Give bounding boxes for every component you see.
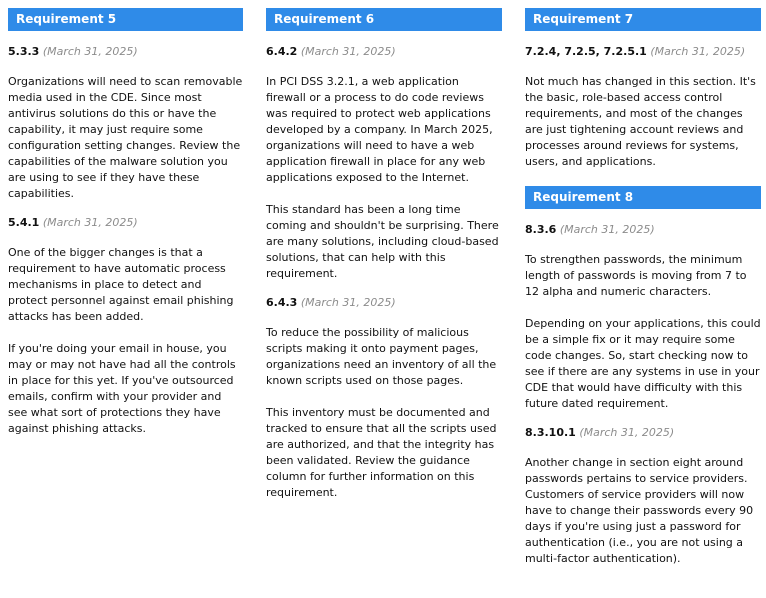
paragraph: In PCI DSS 3.2.1, a web application firewall or a process to do code reviews was required to protect web applications developed by a company. In March 2025, organizations will need to have a web application firewall in place for any web applications exposed to the Internet. [266,75,493,184]
paragraph: This standard has been a long time coming and shouldn't be surprising. There are many solutions, including cloud-based solutions, that can help with this requirement. [266,203,499,280]
requirement-date: (March 31, 2025) [559,223,655,236]
subsection-heading-6-4-2 [266,45,502,58]
paragraph: One of the bigger changes is that a requirement to have automatic process mechanisms in place to detect and protect personnel against email phishing attacks has been added. [8,246,234,323]
subsection-heading-7-2-4 [525,45,761,58]
subsection-heading-8-3-10-1 [525,426,761,439]
paragraph: To strengthen passwords, the minimum length of passwords is moving from 7 to 12 alpha and numeric characters. [525,253,747,298]
requirement-date: (March 31, 2025) [650,45,746,58]
subsection-heading-5-4-1 [8,216,243,229]
requirement-code: 5.3.3 [8,45,40,58]
requirement-code: 8.3.10.1 [525,426,576,439]
paragraph: Organizations will need to scan removable media used in the CDE. Since most antivirus solutions do this or have the capability, it may just require some configuration setting changes. Review the capabilities of the malware solution you are using to see if they have these capabilities. [8,75,243,200]
paragraph: This inventory must be documented and tracked to ensure that all the scripts used are authorized, and that the integrity has been validated. Review the guidance column for further information on this requirement. [266,406,497,499]
section-header-requirement-5: Requirement 5 [8,8,243,31]
column-requirement-7-8 [525,8,761,567]
paragraph: If you're doing your email in house, you may or may not have had all the controls in place for this yet. If you've outsourced emails, confirm with your provider and see what sort of protections they have against phishing attacks. [8,342,236,435]
requirement-date: (March 31, 2025) [42,45,138,58]
paragraph: Another change in section eight around passwords pertains to service providers. Customers of service providers will now have to change their passwords every 90 days if you're using just a password for authentication (i.e., you are not using a multi-factor authentication). [525,456,754,565]
section-header-requirement-8: Requirement 8 [525,186,761,209]
requirement-code: 6.4.2 [266,45,298,58]
subsection-heading-5-3-3 [8,45,243,58]
requirement-date: (March 31, 2025) [42,216,138,229]
requirement-code: 8.3.6 [525,223,557,236]
requirement-code: 7.2.4, 7.2.5, 7.2.5.1 [525,45,647,58]
subsection-heading-8-3-6 [525,223,761,236]
requirement-code: 6.4.3 [266,296,298,309]
paragraph: Not much has changed in this section. It's the basic, role-based access control requirements, and most of the changes are just tightening account reviews and processes around reviews for systems, users, and applications. [525,75,756,168]
requirement-date: (March 31, 2025) [300,296,396,309]
section-header-requirement-7: Requirement 7 [525,8,761,31]
requirement-code: 5.4.1 [8,216,40,229]
paragraph: To reduce the possibility of malicious scripts making it onto payment pages, organizations need an inventory of all the known scripts used on those pages. [266,326,497,387]
requirement-date: (March 31, 2025) [300,45,396,58]
requirement-date: (March 31, 2025) [579,426,675,439]
column-requirement-6 [266,8,502,501]
subsection-heading-6-4-3 [266,296,502,309]
column-requirement-5 [8,8,243,437]
paragraph: Depending on your applications, this could be a simple fix or it may require some code changes. So, start checking now to see if there are any systems in use in your CDE that would have difficulty with this future dated requirement. [525,317,761,410]
section-header-requirement-6: Requirement 6 [266,8,502,31]
